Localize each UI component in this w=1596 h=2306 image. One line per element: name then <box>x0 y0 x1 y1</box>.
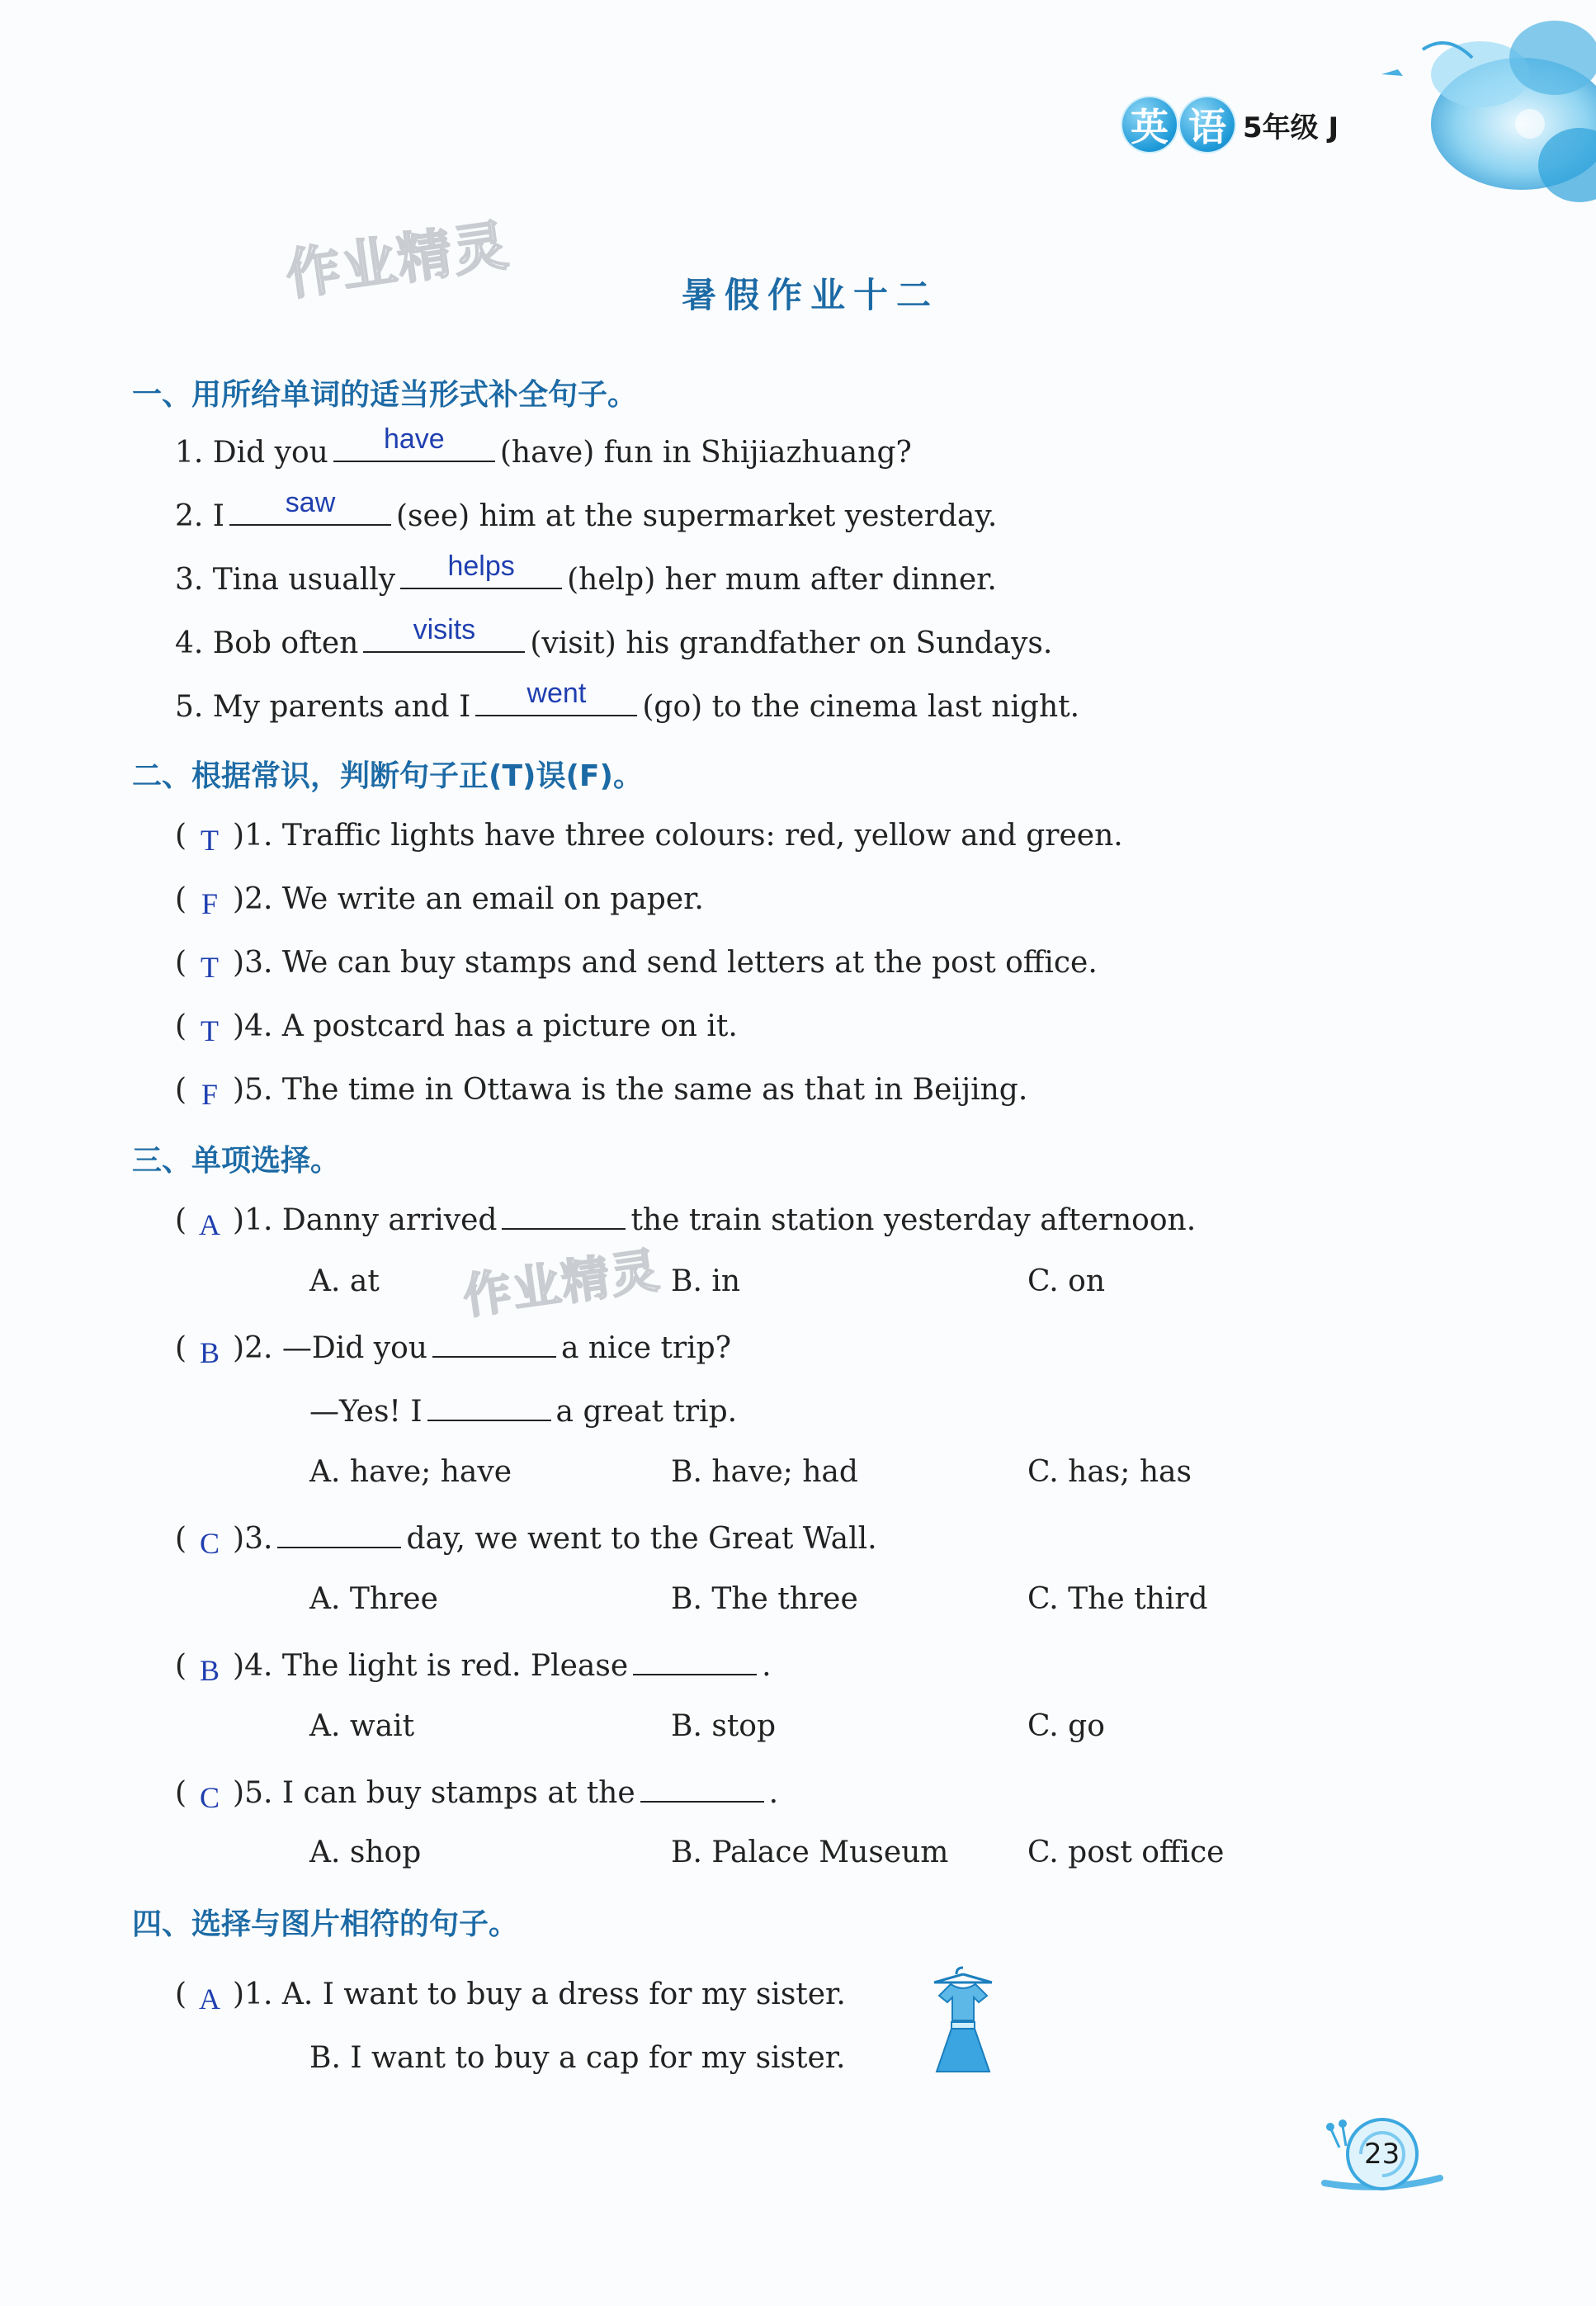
picture-q1-option-b: B. I want to buy a cap for my sister. <box>309 2041 846 2075</box>
section-1-heading: 一、用所给单词的适当形式补全句子。 <box>132 378 638 412</box>
option-a: A. Three <box>309 1582 438 1616</box>
choice-q2: ( B )2. —Did you a nice trip? <box>175 1328 731 1367</box>
answer-letter[interactable]: T <box>201 824 220 857</box>
answer-letter[interactable]: B <box>200 1336 220 1369</box>
answer-letter[interactable]: C <box>200 1527 220 1560</box>
answer-letter[interactable]: F <box>201 1078 219 1111</box>
dress-icon <box>926 1964 1000 2080</box>
subject-badge <box>1122 97 1339 152</box>
judge-item-4: ( T )4. A postcard has a picture on it. <box>175 1009 738 1047</box>
picture-q1: ( A )1. A. I want to buy a dress for my sister. <box>175 1978 846 2015</box>
fill-item-4: 4. Bob often visits (visit) his grandfather on Sundays. <box>175 614 1053 660</box>
section-3-heading: 三、单项选择。 <box>132 1144 341 1178</box>
option-b: B. The three <box>671 1582 858 1616</box>
question-blank <box>640 1773 764 1803</box>
fill-item-2: 2. I saw (see) him at the supermarket yesterday. <box>175 487 998 533</box>
answer-letter[interactable]: A <box>199 1982 221 2015</box>
option-b: B. stop <box>671 1709 777 1743</box>
option-c: C. post office <box>1027 1836 1225 1869</box>
question-blank <box>502 1200 626 1230</box>
option-b: B. have; had <box>671 1455 858 1489</box>
judge-item-3: ( T )3. We can buy stamps and send letters at the post office. <box>175 946 1098 984</box>
judge-item-5: ( F )5. The time in Ottawa is the same as that in Beijing. <box>175 1073 1028 1111</box>
fill-item-3: 3. Tina usually helps (help) her mum after dinner. <box>175 551 997 597</box>
answer-letter[interactable]: B <box>200 1654 220 1687</box>
option-b: B. in <box>671 1264 741 1298</box>
answer-blank[interactable]: have <box>333 432 495 462</box>
option-c: C. on <box>1027 1264 1106 1298</box>
option-b: B. Palace Museum <box>671 1836 949 1869</box>
page-number-badge <box>1316 2105 1448 2204</box>
answer-letter[interactable]: C <box>200 1781 220 1814</box>
option-a: A. shop <box>309 1836 422 1869</box>
choice-q5: ( C )5. I can buy stamps at the . <box>175 1773 778 1812</box>
section-4-heading: 四、选择与图片相符的句子。 <box>132 1907 519 1941</box>
option-a: A. have; have <box>309 1455 512 1489</box>
judge-item-2: ( F )2. We write an email on paper. <box>175 882 704 920</box>
option-c: C. has; has <box>1027 1455 1192 1489</box>
choice-q4: ( B )4. The light is red. Please . <box>175 1646 772 1685</box>
question-blank <box>277 1519 401 1548</box>
answer-blank[interactable]: helps <box>400 560 562 589</box>
fill-item-5: 5. My parents and I went (go) to the cinema last night. <box>175 678 1080 724</box>
choice-q2-reply: —Yes! I a great trip. <box>309 1392 737 1430</box>
page-number: 23 <box>1364 2138 1400 2171</box>
choice-q3: ( C )3. day, we went to the Great Wall. <box>175 1519 877 1557</box>
answer-letter[interactable]: F <box>201 887 219 920</box>
section-2-heading: 二、根据常识，判断句子正(T)误(F)。 <box>132 759 643 793</box>
grade-label: 5年级 J <box>1243 111 1339 144</box>
option-a: A. at <box>309 1264 380 1298</box>
question-blank <box>427 1392 551 1421</box>
fill-item-1: 1. Did you have (have) fun in Shijiazhuang? <box>175 423 912 470</box>
answer-letter[interactable]: T <box>201 1014 220 1047</box>
option-a: A. wait <box>309 1709 415 1743</box>
answer-blank[interactable]: visits <box>363 623 525 653</box>
question-blank <box>432 1328 556 1358</box>
answer-letter[interactable]: T <box>201 951 220 984</box>
answer-blank[interactable]: went <box>475 687 637 716</box>
page-title: 暑假作业十二 <box>681 275 939 315</box>
watermark: 作业精灵 <box>460 1241 664 1325</box>
flower-decoration-icon <box>1332 0 1596 215</box>
subject-char-1: 英 <box>1122 97 1177 152</box>
watermark: 作业精灵 <box>281 213 513 308</box>
subject-char-2: 语 <box>1180 97 1235 152</box>
question-blank <box>633 1646 757 1675</box>
answer-letter[interactable]: A <box>199 1208 221 1241</box>
answer-blank[interactable]: saw <box>229 496 391 526</box>
judge-item-1: ( T )1. Traffic lights have three colours: red, yellow and green. <box>175 819 1123 857</box>
choice-q1: ( A )1. Danny arrived the train station yesterday afternoon. <box>175 1200 1196 1239</box>
option-c: C. The third <box>1027 1582 1208 1616</box>
option-c: C. go <box>1027 1709 1105 1743</box>
